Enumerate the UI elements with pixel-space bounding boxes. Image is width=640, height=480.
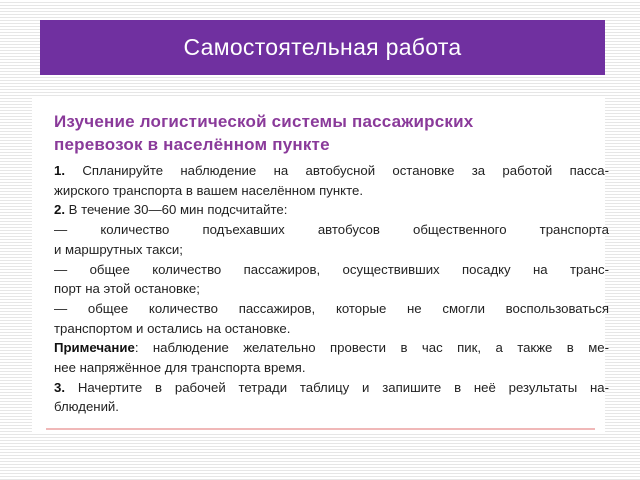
task-line-text: — общее количество пассажиров, осуществивших посадку на транс- [54, 261, 609, 277]
task-line [54, 397, 609, 417]
slide-title-bar [40, 20, 605, 75]
task-line-text: блюдений. [54, 399, 119, 415]
task-line-number: 2. [54, 202, 65, 218]
task-line [54, 378, 609, 398]
task-line-text: : наблюдение желательно провести в час пик, а также в ме- [134, 340, 609, 356]
task-line-text: нее напряжённое для транспорта время. [54, 360, 306, 376]
slide-title: Самостоятельная работа [183, 34, 462, 60]
task-line [54, 200, 609, 220]
task-line [54, 181, 609, 201]
task-line-text: транспортом и остались на остановке. [54, 320, 291, 336]
task-line-text: — общее количество пассажиров, которые не смогли воспользоваться [54, 300, 609, 316]
task-line-text: В течение 30—60 мин подсчитайте: [68, 202, 288, 218]
task-line-text: Спланируйте наблюдение на автобусной остановке за работой пасса- [82, 163, 609, 178]
task-heading-line: Изучение логистической системы пассажирских [54, 112, 474, 131]
task-line-text: — количество подъехавших автобусов общественного транспорта [54, 222, 609, 238]
task-line [54, 240, 609, 260]
task-line-number: Примечание [54, 340, 135, 356]
task-line-text: Начертите в рабочей тетради таблицу и запишите в неё результаты на- [77, 379, 609, 395]
task-line [54, 319, 609, 339]
task-line-number: 1. [54, 163, 65, 178]
task-body [54, 161, 609, 417]
task-heading-line: перевозок в населённом пункте [54, 135, 330, 154]
task-line [54, 279, 609, 299]
task-line [54, 338, 609, 358]
task-line [54, 260, 609, 280]
task-line [54, 358, 609, 378]
divider-line [46, 428, 595, 430]
task-line [54, 299, 609, 319]
task-line [54, 220, 609, 240]
task-image [32, 98, 609, 432]
task-heading [54, 110, 574, 156]
task-line-text: и маршрутных такси; [54, 241, 183, 257]
task-line-text: жирского транспорта в вашем населённом пункте. [54, 182, 363, 198]
task-line [54, 161, 609, 181]
task-line-number: 3. [54, 379, 65, 395]
task-line-text: порт на этой остановке; [54, 281, 200, 297]
